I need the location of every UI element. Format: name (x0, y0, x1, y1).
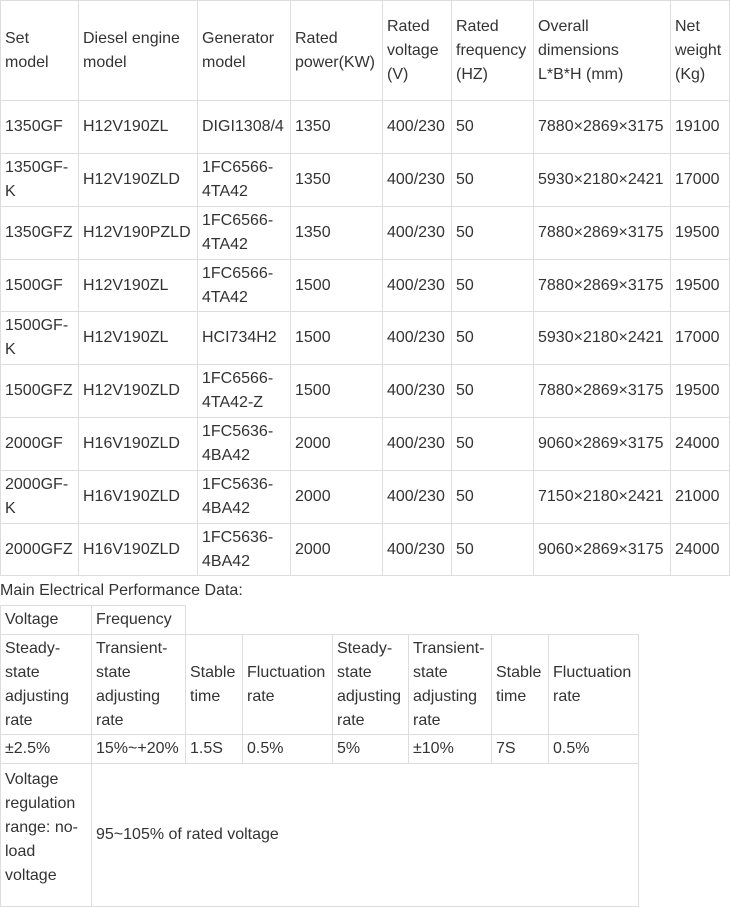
sub-header-cell: Steady-state adjusting rate (333, 635, 409, 735)
table-cell: 1FC6566-4TA42 (198, 207, 291, 260)
value-cell: 5% (333, 735, 409, 764)
table-header-row (1, 1, 730, 101)
header-cell: Rated frequency (HZ) (452, 1, 534, 101)
table-cell: 19100 (671, 101, 730, 154)
table-cell: 2000 (291, 418, 383, 471)
table-cell: 1FC5636-4BA42 (198, 524, 291, 576)
table-cell: H12V190ZL (79, 260, 198, 312)
table-cell: 1500GFZ (1, 365, 79, 418)
table-cell: 1500GF (1, 260, 79, 312)
table-cell: 2000GF-K (1, 471, 79, 524)
table-cell: 50 (452, 101, 534, 154)
table-cell: 7150×2180×2421 (534, 471, 671, 524)
table-cell: 1FC6566-4TA42 (198, 154, 291, 207)
header-cell: Net weight (Kg) (671, 1, 730, 101)
table-cell: 400/230 (383, 312, 452, 365)
table-cell: 50 (452, 418, 534, 471)
table-cell: 50 (452, 207, 534, 260)
table-cell: 24000 (671, 524, 730, 576)
table-cell: 7880×2869×3175 (534, 101, 671, 154)
header-cell: Diesel engine model (79, 1, 198, 101)
table-cell: H12V190PZLD (79, 207, 198, 260)
table-cell: 1350GFZ (1, 207, 79, 260)
table-cell: 400/230 (383, 524, 452, 576)
table-cell: 50 (452, 312, 534, 365)
value-cell: 15%~+20% (92, 735, 186, 764)
table-cell: 2000 (291, 471, 383, 524)
table-cell: 400/230 (383, 154, 452, 207)
table-cell: 1350GF (1, 101, 79, 154)
value-cell: ±10% (409, 735, 492, 764)
table-cell: 50 (452, 524, 534, 576)
header-cell: Overall dimensions L*B*H (mm) (534, 1, 671, 101)
table-cell: 9060×2869×3175 (534, 418, 671, 471)
table-cell: 5930×2180×2421 (534, 154, 671, 207)
table-cell: 1350GF-K (1, 154, 79, 207)
perf-caption: Main Electrical Performance Data: (0, 582, 243, 599)
group-header-frequency: Frequency (92, 606, 186, 635)
perf-group-header-row (1, 606, 639, 635)
sub-header-cell: Fluctuation rate (243, 635, 333, 735)
sub-header-cell: Steady-state adjusting rate (1, 635, 92, 735)
table-row (1, 154, 730, 207)
table-cell: 5930×2180×2421 (534, 312, 671, 365)
table-cell: 19500 (671, 365, 730, 418)
table-cell: 7880×2869×3175 (534, 260, 671, 312)
table-cell: 17000 (671, 154, 730, 207)
sub-header-cell: Fluctuation rate (549, 635, 639, 735)
range-value: 95~105% of rated voltage (92, 764, 639, 907)
table-cell: 50 (452, 471, 534, 524)
table-cell: 24000 (671, 418, 730, 471)
table-cell: 400/230 (383, 207, 452, 260)
table-cell: H12V190ZLD (79, 154, 198, 207)
table-cell: 1350 (291, 101, 383, 154)
table-cell: 400/230 (383, 418, 452, 471)
table-cell: DIGI1308/4 (198, 101, 291, 154)
table-row (1, 260, 730, 312)
sub-header-cell: Transient-state adjusting rate (409, 635, 492, 735)
table-cell: 2000GFZ (1, 524, 79, 576)
table-cell: 2000 (291, 524, 383, 576)
table-cell: 1500 (291, 365, 383, 418)
table-cell: 400/230 (383, 260, 452, 312)
header-cell: Set model (1, 1, 79, 101)
table-cell: 21000 (671, 471, 730, 524)
table-cell: 1350 (291, 207, 383, 260)
table-cell: 17000 (671, 312, 730, 365)
table-cell: H16V190ZLD (79, 471, 198, 524)
table-cell: 1500 (291, 312, 383, 365)
table-cell: H12V190ZL (79, 101, 198, 154)
table-cell: 1500 (291, 260, 383, 312)
table-cell: 400/230 (383, 365, 452, 418)
value-cell: 7S (492, 735, 549, 764)
table-cell: 19500 (671, 207, 730, 260)
table-cell: 50 (452, 154, 534, 207)
table-row (1, 524, 730, 576)
range-label: Voltage regulation range: no-load voltage (1, 764, 92, 907)
group-header-voltage: Voltage (1, 606, 92, 635)
table-cell: 400/230 (383, 471, 452, 524)
table-cell: 400/230 (383, 101, 452, 154)
table-cell: 1FC5636-4BA42 (198, 418, 291, 471)
table-cell: 1500GF-K (1, 312, 79, 365)
table-cell: 1350 (291, 154, 383, 207)
sub-header-cell: Transient-state adjusting rate (92, 635, 186, 735)
header-cell: Rated power(KW) (291, 1, 383, 101)
table-cell: 7880×2869×3175 (534, 365, 671, 418)
table-cell: H12V190ZLD (79, 365, 198, 418)
table-row (1, 418, 730, 471)
perf-range-row (1, 764, 639, 907)
table-cell: 50 (452, 260, 534, 312)
table-cell: 7880×2869×3175 (534, 207, 671, 260)
perf-values-row (1, 735, 639, 764)
sub-header-cell: Stable time (186, 635, 243, 735)
perf-sub-header-row (1, 635, 639, 735)
header-cell: Generator model (198, 1, 291, 101)
table-row (1, 471, 730, 524)
table-row (1, 101, 730, 154)
value-cell: 0.5% (549, 735, 639, 764)
table-row (1, 207, 730, 260)
table-cell: 50 (452, 365, 534, 418)
table-cell: 9060×2869×3175 (534, 524, 671, 576)
value-cell: 1.5S (186, 735, 243, 764)
table-cell: 1FC6566-4TA42-Z (198, 365, 291, 418)
table-cell: 19500 (671, 260, 730, 312)
value-cell: 0.5% (243, 735, 333, 764)
empty-cell (186, 606, 639, 635)
table-row (1, 312, 730, 365)
table-cell: HCI734H2 (198, 312, 291, 365)
table-cell: 1FC5636-4BA42 (198, 471, 291, 524)
electrical-performance-table (0, 605, 639, 907)
table-cell: H12V190ZL (79, 312, 198, 365)
table-cell: H16V190ZLD (79, 418, 198, 471)
table-row (1, 365, 730, 418)
sub-header-cell: Stable time (492, 635, 549, 735)
value-cell: ±2.5% (1, 735, 92, 764)
table-cell: 1FC6566-4TA42 (198, 260, 291, 312)
header-cell: Rated voltage (V) (383, 1, 452, 101)
table-cell: 2000GF (1, 418, 79, 471)
table-cell: H16V190ZLD (79, 524, 198, 576)
